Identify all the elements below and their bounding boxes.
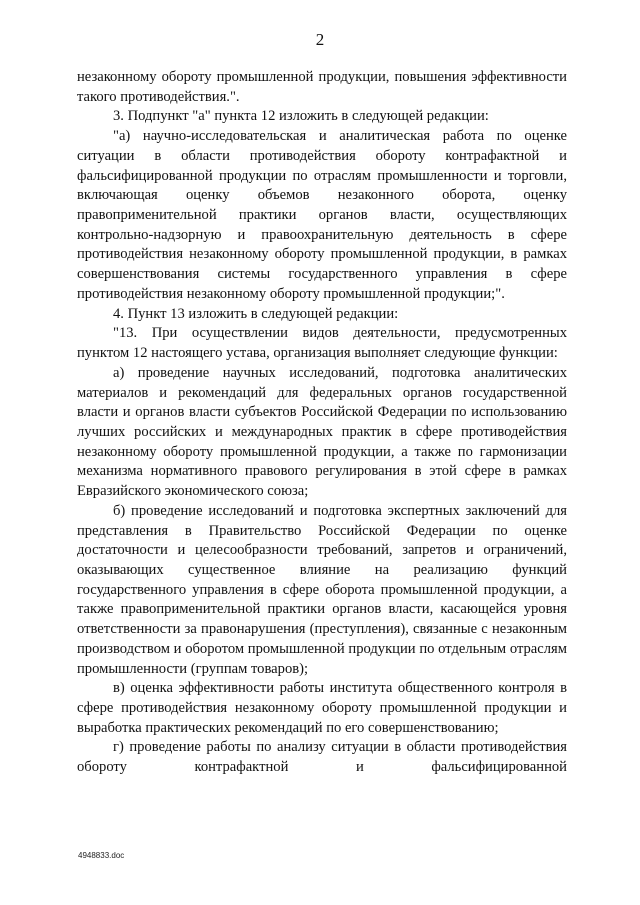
paragraph-function-v: в) оценка эффективности работы института общественного контроля в сфере противодействия незаконному обороту промышленной продукции и выработка практических рекомендаций по его совершенствованию; (77, 680, 567, 736)
file-name-footer: 4948833.doc (78, 851, 125, 860)
document-body (77, 68, 567, 778)
paragraph-amendment-3: 3. Подпункт "а" пункта 12 изложить в следующей редакции: (113, 108, 489, 125)
paragraph-function-a: а) проведение научных исследований, подготовка аналитических материалов и рекомендаций для федеральных органов государственной власти и органов власти субъектов Российской Федерации по использованию лучших российских и международных практик в сфере противодействия незаконному обороту промышленной продукции, а также по гармонизации механизма нормативного правового регулирования в этой сфере в рамках Евразийского экономического союза; (77, 364, 567, 500)
paragraph-function-b: б) проведение исследований и подготовка экспертных заключений для представления в Правительство Российской Федерации по оценке достаточности и целесообразности требований, запретов и ограничений, оказывающих существенное влияние на реализацию функций государственного управления в сфере оборота промышленной продукции, а также правоприменительной практики органов власти, касающейся уровня ответственности за правонарушения (преступления), связанные с незаконным производством и оборотом промышленной продукции по отдельным отраслям промышленности (группам товаров); (77, 502, 567, 677)
paragraph-amendment-4: 4. Пункт 13 изложить в следующей редакции: (113, 305, 399, 322)
paragraph-function-g: г) проведение работы по анализу ситуации в области противодействия обороту контрафактной и фальсифицированной (77, 739, 567, 776)
paragraph-point-13: "13. При осуществлении видов деятельности, предусмотренных пунктом 12 настоящего устава, организация выполняет следующие функции: (77, 325, 567, 362)
paragraph-subpoint-a-old: "а) научно-исследовательская и аналитическая работа по оценке ситуации в области противодействия обороту контрафактной и фальсифицированной продукции по отраслям промышленности и торговли, включающая оценку объемов незаконного оборота, оценку правоприменительной практики органов власти, осуществляющих контрольно-надзорную и правоохранительную деятельность в сфере противодействия незаконному обороту промышленной продукции, в рамках совершенствования системы государственного управления в сфере противодействия незаконному обороту промышленной продукции;". (77, 128, 567, 302)
page-number: 2 (315, 30, 325, 49)
paragraph-continuation: незаконному обороту промышленной продукции, повышения эффективности такого противодействия.". (77, 69, 567, 105)
